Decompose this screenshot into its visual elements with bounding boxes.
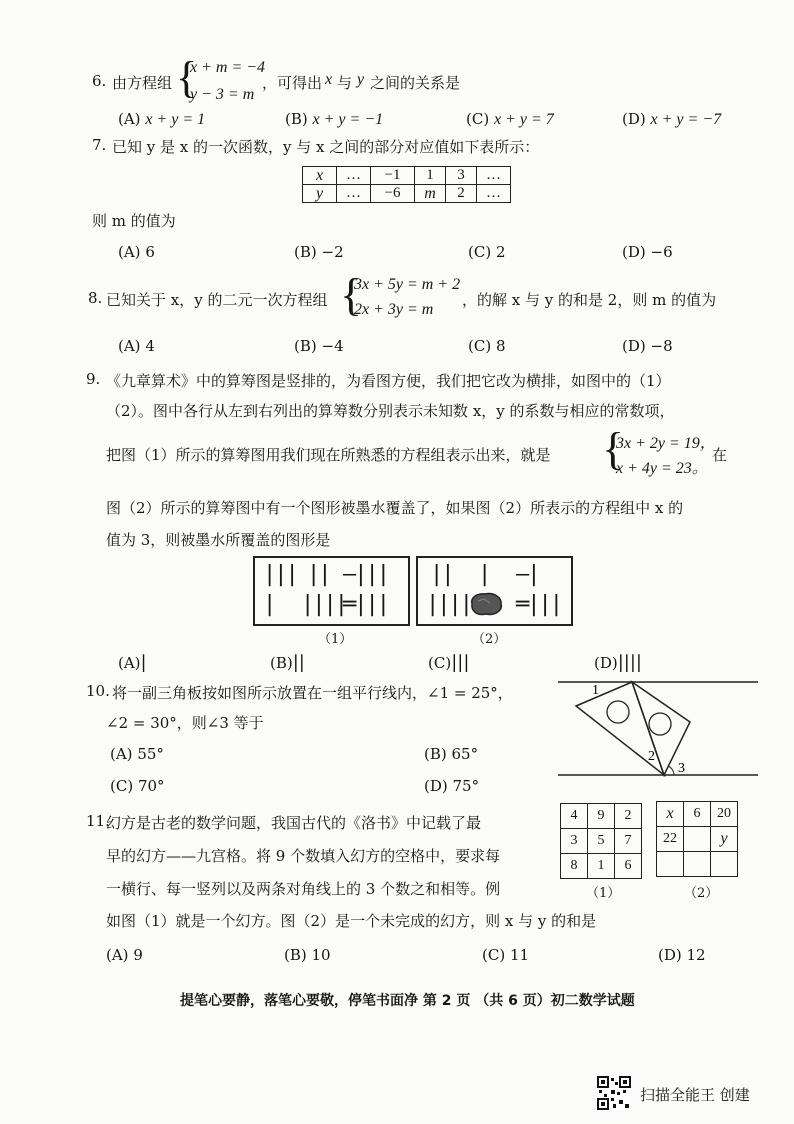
q9-eq1: 3x + 2y = 19， — [616, 435, 716, 452]
table-cell: 6 — [615, 854, 642, 879]
q10-option-c[interactable]: (C) 70° — [110, 777, 165, 795]
table-cell: 1 — [415, 167, 446, 185]
rod-r1c3: —| — [516, 562, 539, 587]
q6-eq2: y − 3 = m — [190, 86, 255, 103]
q8-eq1: 3x + 5y = m + 2 — [354, 276, 461, 293]
q8-option-c[interactable]: (C) 8 — [468, 337, 506, 355]
rod-r1c3: —||| — [343, 562, 388, 587]
table-cell: m — [415, 185, 446, 203]
q7-stem: 已知 y 是 x 的一次函数，y 与 x 之间的部分对应值如下表所示： — [112, 138, 540, 156]
q10-option-d[interactable]: (D) 75° — [424, 777, 480, 795]
ink-blot-icon — [468, 591, 504, 617]
table-row — [657, 827, 738, 852]
rod-r2c3: ═||| — [516, 592, 561, 617]
table-cell: y — [711, 827, 738, 852]
q9-line3: 把图（1）所示的算筹图用我们现在所熟悉的方程组表示出来，就是 — [106, 446, 551, 464]
q8-option-d[interactable]: (D) −8 — [622, 337, 673, 355]
magic-square-2 — [656, 801, 738, 877]
q11-line4: 如图（1）就是一个幻方。图（2）是一个未完成的幻方，则 x 与 y 的和是 — [106, 912, 597, 930]
table-cell: 8 — [561, 854, 588, 879]
table-cell: 2 — [446, 185, 477, 203]
table-cell: 9 — [588, 804, 615, 829]
table-cell: … — [337, 167, 371, 185]
q6-option-a[interactable]: (A) x + y = 1 — [118, 110, 206, 128]
q8-brace: { — [340, 269, 363, 320]
q11-option-a[interactable]: (A) 9 — [106, 946, 143, 964]
table-cell: x — [657, 802, 684, 827]
q8-option-a[interactable]: (A) 4 — [118, 337, 155, 355]
q10-line1: 将一副三角板按如图所示放置在一组平行线内，∠1 = 25°， — [112, 684, 513, 702]
q8-number: 8. — [88, 289, 103, 307]
q9-number: 9. — [86, 370, 101, 388]
q6-x: x — [325, 71, 333, 88]
figure-2-caption: （2） — [472, 632, 507, 647]
q9-eq2: x + 4y = 23。 — [616, 460, 708, 477]
q6-option-b[interactable]: (B) x + y = −1 — [285, 110, 384, 128]
q10-option-a[interactable]: (A) 55° — [110, 745, 164, 763]
rod-r2c1: | — [263, 592, 275, 617]
table-cell — [657, 852, 684, 877]
q6-eq1: x + m = −4 — [190, 59, 266, 76]
q7-value-table — [302, 166, 511, 203]
qr-code-icon — [597, 1076, 631, 1110]
q9-brace: { — [602, 423, 625, 474]
figure-1-caption: （1） — [318, 632, 353, 647]
q6-stem-a: 由方程组 — [112, 74, 173, 92]
angle-1-label: 1 — [592, 683, 599, 698]
counting-rods-figure-2 — [416, 556, 573, 626]
q10-option-b[interactable]: (B) 65° — [424, 745, 479, 763]
table-row — [657, 802, 738, 827]
q10-number: 10. — [86, 682, 110, 700]
q7-option-a[interactable]: (A) 6 — [118, 243, 155, 261]
q6-with: 与 — [337, 74, 353, 92]
table-cell: 4 — [561, 804, 588, 829]
q8-option-b[interactable]: (B) −4 — [294, 337, 344, 355]
angle-2-label: 2 — [648, 749, 655, 764]
table-row — [561, 829, 642, 854]
angle-3-arc — [668, 766, 674, 775]
q9-line4: 图（2）所示的算筹图中有一个图形被墨水覆盖了，如果图（2）所表示的方程组中 x 的 — [106, 499, 684, 517]
table-cell — [684, 852, 711, 877]
q6-option-d[interactable]: (D) x + y = −7 — [622, 110, 722, 128]
table-cell: 5 — [588, 829, 615, 854]
q6-number: 6. — [92, 72, 107, 90]
q9-option-b[interactable]: (B)|| — [270, 652, 305, 673]
q6-brace: { — [176, 53, 198, 102]
q11-option-b[interactable]: (B) 10 — [284, 946, 331, 964]
table-row — [657, 852, 738, 877]
q11-option-d[interactable]: (D) 12 — [658, 946, 706, 964]
page-footer: 提笔心要静，落笔心要敬，停笔书面净 第 2 页 （共 6 页）初二数学试题 — [180, 993, 635, 1009]
q6-option-c[interactable]: (C) x + y = 7 — [466, 110, 554, 128]
q9-option-a[interactable]: (A)| — [118, 652, 147, 673]
table-row — [561, 804, 642, 829]
q11-number: 11. — [86, 812, 110, 830]
hole-right — [649, 713, 671, 735]
table-row — [303, 185, 511, 203]
angle-3-label: 3 — [678, 761, 685, 776]
counting-rods-figure-1 — [253, 556, 410, 626]
q7-number: 7. — [92, 136, 107, 154]
rod-r1c2: || — [307, 562, 330, 587]
magic-square-1 — [560, 803, 642, 879]
table-cell: 6 — [684, 802, 711, 827]
table-row — [561, 854, 642, 879]
table-row — [303, 167, 511, 185]
rod-r2c1: |||| — [426, 592, 471, 617]
q7-option-c[interactable]: (C) 2 — [468, 243, 506, 261]
table-cell: 22 — [657, 827, 684, 852]
q11-line1: 幻方是古老的数学问题，我国古代的《洛书》中记载了最 — [106, 814, 482, 832]
table-cell: x — [303, 167, 337, 185]
q10-line2: ∠2 = 30°，则∠3 等于 — [106, 714, 264, 732]
table-cell: … — [477, 185, 511, 203]
q11-line3: 一横行、每一竖列以及两条对角线上的 3 个数之和相等。例 — [106, 880, 501, 898]
set-squares-figure — [554, 674, 760, 784]
q8-stem-a: 已知关于 x，y 的二元一次方程组 — [106, 291, 328, 309]
q7-ask: 则 m 的值为 — [92, 212, 176, 230]
table-cell: −1 — [371, 167, 415, 185]
q9-line2: （2）。图中各行从左到右列出的算筹数分别表示未知数 x，y 的系数与相应的常数项， — [106, 402, 675, 420]
table-cell — [711, 852, 738, 877]
q9-option-d[interactable]: (D)|||| — [594, 652, 642, 673]
table-cell: 3 — [561, 829, 588, 854]
q9-line1: 《九章算术》中的算筹图是竖排的，为看图方便，我们把它改为横排，如图中的（1） — [106, 372, 671, 390]
table-cell: −6 — [371, 185, 415, 203]
table-cell: 3 — [446, 167, 477, 185]
q11-option-c[interactable]: (C) 11 — [482, 946, 530, 964]
q9-option-c[interactable]: (C)||| — [428, 652, 470, 673]
rod-r1c1: || — [430, 562, 453, 587]
rod-r2c2: |||| — [301, 592, 346, 617]
q11-line2: 早的幻方——九宫格。将 9 个数填入幻方的空格中，要求每 — [106, 847, 501, 865]
q8-eq2: 2x + 3y = m — [354, 301, 434, 318]
q6-stem-c: 之间的关系是 — [370, 74, 461, 92]
table-cell — [684, 827, 711, 852]
scanner-watermark: 扫描全能王 创建 — [640, 1086, 750, 1104]
q6-stem-b: ，可得出 — [262, 74, 323, 92]
table-cell: … — [337, 185, 371, 203]
q9-line3b: 在 — [712, 446, 728, 464]
q7-option-b[interactable]: (B) −2 — [294, 243, 344, 261]
rod-r1c1: ||| — [263, 562, 297, 587]
table-cell: … — [477, 167, 511, 185]
table-cell: y — [303, 185, 337, 203]
rod-r1c2: | — [478, 562, 490, 587]
q8-stem-b: ，的解 x 与 y 的和是 2，则 m 的值为 — [462, 291, 717, 309]
magic-square-2-caption: （2） — [684, 886, 719, 901]
q7-option-d[interactable]: (D) −6 — [622, 243, 673, 261]
table-cell: 2 — [615, 804, 642, 829]
hole-left — [607, 701, 629, 723]
q6-y: y — [357, 71, 365, 88]
q9-line5: 值为 3，则被墨水所覆盖的图形是 — [106, 531, 331, 549]
table-cell: 7 — [615, 829, 642, 854]
table-cell: 20 — [711, 802, 738, 827]
table-cell: 1 — [588, 854, 615, 879]
magic-square-1-caption: （1） — [586, 886, 621, 901]
rod-r2c3: ═||| — [343, 592, 388, 617]
